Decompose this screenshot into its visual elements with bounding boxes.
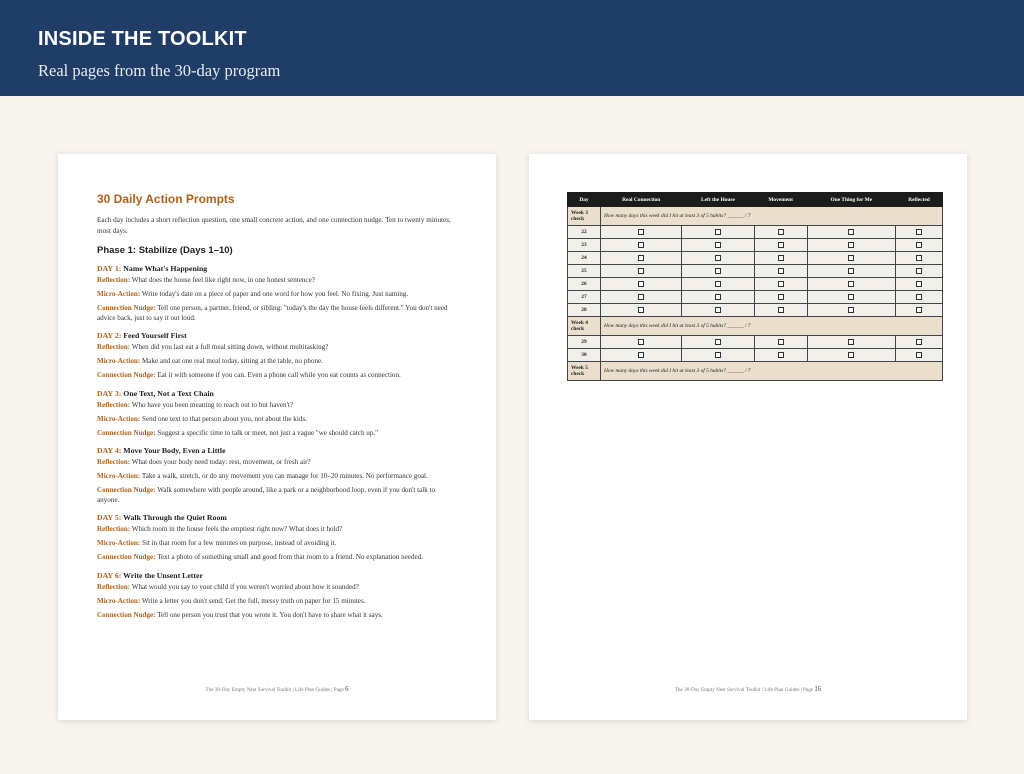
checkbox-cell[interactable] — [601, 252, 682, 265]
checkbox-cell[interactable] — [601, 349, 682, 362]
checkbox-cell[interactable] — [754, 336, 807, 349]
reflection-text: Who have you been meaning to reach out to but haven't? — [131, 400, 293, 409]
day-section — [97, 331, 459, 381]
day-number: DAY 5: — [97, 513, 122, 522]
connection-nudge-text: Tell one person, a partner, friend, or sibling: "today's the day the house feels different." You don't need advice back, just to say it out loud. — [97, 304, 448, 322]
table-row — [568, 278, 943, 291]
checkbox-icon[interactable] — [778, 294, 784, 300]
checkbox-cell[interactable] — [601, 226, 682, 239]
checkbox-icon[interactable] — [778, 268, 784, 274]
connection-nudge-line — [97, 486, 459, 505]
day-number: DAY 6: — [97, 570, 122, 580]
checkbox-icon[interactable] — [916, 339, 922, 345]
week-check-row — [568, 317, 943, 336]
micro-action-text: Take a walk, stretch, or do any movement you can manage for 10–20 minutes. No performance goal. — [141, 472, 428, 480]
day-heading — [97, 513, 459, 522]
week-label: Week 4 check — [568, 317, 601, 336]
micro-action-label: Micro-Action: — [97, 414, 141, 423]
checkbox-icon[interactable] — [778, 307, 784, 313]
checkbox-icon[interactable] — [916, 352, 922, 358]
checkbox-icon[interactable] — [638, 339, 644, 345]
reflection-text: What does your body need today: rest, movement, or fresh air? — [131, 458, 311, 466]
checkbox-icon[interactable] — [848, 307, 854, 313]
connection-nudge-label: Connection Nudge: — [97, 371, 156, 379]
column-header: Reflected — [896, 193, 943, 207]
checkbox-cell[interactable] — [754, 265, 807, 278]
checkbox-cell[interactable] — [807, 304, 895, 317]
column-header: One Thing for Me — [807, 193, 895, 207]
checkbox-cell[interactable] — [754, 291, 807, 304]
reflection-line — [97, 276, 459, 286]
checkbox-cell[interactable] — [601, 336, 682, 349]
day-cell: 25 — [568, 265, 601, 278]
checkbox-cell[interactable] — [754, 349, 807, 362]
connection-nudge-line — [97, 371, 459, 381]
checkbox-icon[interactable] — [778, 242, 784, 248]
footer-text: The 30-Day Empty Nest Survival Toolkit | Life Plan Guides | Page — [205, 687, 344, 693]
micro-action-label: Micro-Action: — [97, 357, 141, 365]
micro-action-text: Send one text to that person about you, not about the kids. — [142, 414, 307, 423]
reflection-label: Reflection: — [97, 458, 131, 466]
day-cell: 23 — [568, 239, 601, 252]
micro-action-label: Micro-Action: — [97, 290, 141, 298]
checkbox-icon[interactable] — [916, 255, 922, 261]
checkbox-cell[interactable] — [896, 239, 943, 252]
page-content — [97, 192, 459, 628]
checkbox-cell[interactable] — [896, 226, 943, 239]
day-section — [97, 264, 459, 323]
checkbox-cell[interactable] — [601, 239, 682, 252]
intro-paragraph: Each day includes a short reflection question, one small concrete action, and one connection nudge. Ten to twenty minutes, most days. — [97, 216, 451, 235]
week-check-row — [568, 362, 943, 381]
checkbox-icon[interactable] — [638, 242, 644, 248]
day-heading — [97, 446, 459, 455]
checkbox-cell[interactable] — [807, 252, 895, 265]
week-check-row — [568, 207, 943, 226]
checkbox-icon[interactable] — [778, 281, 784, 287]
day-cell: 22 — [568, 226, 601, 239]
checkbox-cell[interactable] — [896, 278, 943, 291]
micro-action-label: Micro-Action: — [97, 596, 141, 605]
connection-nudge-line — [97, 429, 459, 439]
reflection-label: Reflection: — [97, 276, 131, 284]
week-check-prompt: How many days this week did I hit at least 3 of 5 habits? ______ / 7 — [601, 207, 943, 226]
day-heading — [97, 331, 459, 340]
day-section — [97, 513, 459, 563]
checkbox-icon[interactable] — [638, 294, 644, 300]
checkbox-cell[interactable] — [807, 265, 895, 278]
reflection-label: Reflection: — [97, 343, 131, 351]
checkbox-cell[interactable] — [682, 226, 754, 239]
checkbox-icon[interactable] — [638, 255, 644, 261]
reflection-label: Reflection: — [97, 582, 131, 591]
day-heading — [97, 264, 459, 273]
day-number: DAY 1: — [97, 264, 122, 273]
table-body — [568, 207, 943, 381]
connection-nudge-label: Connection Nudge: — [97, 610, 156, 619]
page-title: 30 Daily Action Prompts — [97, 192, 235, 206]
reflection-text: What would you say to your child if you weren't worried about how it sounded? — [131, 582, 359, 591]
reflection-line — [97, 583, 459, 593]
connection-nudge-label: Connection Nudge: — [97, 486, 156, 494]
checkbox-cell[interactable] — [754, 304, 807, 317]
micro-action-text: Sit in that room for a few minutes on purpose, instead of avoiding it. — [142, 539, 337, 547]
column-header: Real Connection — [601, 193, 682, 207]
connection-nudge-text: Text a photo of something small and good from that room to a friend. No explanation needed. — [157, 553, 424, 561]
micro-action-label: Micro-Action: — [97, 539, 141, 547]
checkbox-icon[interactable] — [778, 255, 784, 261]
checkbox-cell[interactable] — [682, 265, 754, 278]
checkbox-icon[interactable] — [848, 352, 854, 358]
checkbox-icon[interactable] — [638, 281, 644, 287]
day-cell: 24 — [568, 252, 601, 265]
checkbox-icon[interactable] — [916, 268, 922, 274]
day-number: DAY 4: — [97, 446, 122, 455]
checkbox-cell[interactable] — [896, 291, 943, 304]
checkbox-icon[interactable] — [715, 229, 721, 235]
connection-nudge-text: Eat it with someone if you can. Even a phone call while you eat counts as connection. — [157, 371, 401, 379]
checkbox-cell[interactable] — [754, 252, 807, 265]
micro-action-line — [97, 472, 459, 482]
reflection-text: When did you last eat a full meal sitting down, without multitasking? — [131, 343, 329, 351]
reflection-line — [97, 525, 459, 535]
day-title: Move Your Body, Even a Little — [123, 446, 226, 455]
checkbox-cell[interactable] — [896, 336, 943, 349]
table-row — [568, 226, 943, 239]
checkbox-icon[interactable] — [848, 294, 854, 300]
checkbox-icon[interactable] — [778, 229, 784, 235]
page-number: 6 — [345, 686, 349, 693]
week-check-prompt: How many days this week did I hit at least 3 of 5 habits? ______ / 7 — [601, 362, 943, 381]
day-heading — [97, 389, 459, 398]
checkbox-cell[interactable] — [601, 278, 682, 291]
checkbox-icon[interactable] — [916, 307, 922, 313]
connection-nudge-line — [97, 304, 459, 323]
checkbox-icon[interactable] — [848, 339, 854, 345]
column-header: Left the House — [682, 193, 754, 207]
table-row — [568, 239, 943, 252]
day-number: DAY 2: — [97, 331, 122, 340]
checkbox-cell[interactable] — [807, 336, 895, 349]
connection-nudge-text: Suggest a specific time to talk or meet, not just a vague "we should catch up." — [157, 428, 379, 437]
reflection-line — [97, 343, 459, 353]
reflection-line — [97, 401, 459, 411]
checkbox-icon[interactable] — [715, 255, 721, 261]
checkbox-icon[interactable] — [778, 352, 784, 358]
table-row — [568, 291, 943, 304]
checkbox-icon[interactable] — [638, 352, 644, 358]
checkbox-cell[interactable] — [807, 291, 895, 304]
checkbox-cell[interactable] — [682, 278, 754, 291]
reflection-label: Reflection: — [97, 400, 131, 409]
day-section — [97, 389, 459, 439]
checkbox-icon[interactable] — [916, 242, 922, 248]
day-title: One Text, Not a Text Chain — [123, 388, 214, 398]
day-title: Feed Yourself First — [123, 331, 187, 340]
checkbox-cell[interactable] — [601, 265, 682, 278]
checkbox-icon[interactable] — [638, 307, 644, 313]
connection-nudge-label: Connection Nudge: — [97, 553, 156, 561]
checkbox-cell[interactable] — [601, 291, 682, 304]
day-title: Write the Unsent Letter — [123, 570, 203, 580]
micro-action-text: Write a letter you don't send. Get the full, messy truth on paper for 15 minutes. — [141, 596, 366, 605]
checkbox-icon[interactable] — [715, 242, 721, 248]
reflection-label: Reflection: — [97, 525, 131, 533]
checkbox-cell[interactable] — [807, 226, 895, 239]
page-preview-action-prompts — [58, 154, 496, 720]
checkbox-icon[interactable] — [715, 339, 721, 345]
day-cell: 27 — [568, 291, 601, 304]
checkbox-icon[interactable] — [715, 294, 721, 300]
micro-action-text: Write today's date on a piece of paper and one word for how you feel. No fixing. Just naming. — [141, 290, 409, 298]
week-label: Week 3 check — [568, 207, 601, 226]
page-footer — [58, 686, 496, 693]
micro-action-line — [97, 415, 459, 425]
table-row — [568, 265, 943, 278]
checkbox-cell[interactable] — [807, 278, 895, 291]
day-section — [97, 571, 459, 621]
checkbox-icon[interactable] — [715, 281, 721, 287]
reflection-line — [97, 458, 459, 468]
checkbox-cell[interactable] — [754, 226, 807, 239]
checkbox-cell[interactable] — [682, 252, 754, 265]
checkbox-cell[interactable] — [682, 304, 754, 317]
table-row — [568, 336, 943, 349]
checkbox-icon[interactable] — [715, 268, 721, 274]
micro-action-line — [97, 597, 459, 607]
checkbox-icon[interactable] — [848, 268, 854, 274]
checkbox-cell[interactable] — [682, 336, 754, 349]
checkbox-cell[interactable] — [754, 278, 807, 291]
micro-action-line — [97, 290, 459, 300]
micro-action-line — [97, 539, 459, 549]
banner-subtitle: Real pages from the 30-day program — [38, 61, 281, 80]
phase-heading: Phase 1: Stabilize (Days 1–10) — [97, 245, 233, 256]
week-label: Week 5 check — [568, 362, 601, 381]
micro-action-text: Make and eat one real meal today, sitting at the table, no phone. — [142, 357, 323, 365]
connection-nudge-text: Walk somewhere with people around, like a park or a neighborhood loop, even if you don't talk to anyone. — [97, 486, 436, 504]
checkbox-icon[interactable] — [848, 242, 854, 248]
checkbox-icon[interactable] — [848, 229, 854, 235]
checkbox-cell[interactable] — [754, 239, 807, 252]
checkbox-icon[interactable] — [638, 229, 644, 235]
checkbox-cell[interactable] — [682, 239, 754, 252]
checkbox-icon[interactable] — [848, 255, 854, 261]
checkbox-cell[interactable] — [601, 304, 682, 317]
header-banner — [0, 0, 1024, 96]
reflection-text: What does the house feel like right now, in one honest sentence? — [131, 276, 315, 284]
table-row — [568, 252, 943, 265]
checkbox-cell[interactable] — [682, 349, 754, 362]
checkbox-cell[interactable] — [807, 349, 895, 362]
checkbox-icon[interactable] — [916, 281, 922, 287]
column-header: Movement — [754, 193, 807, 207]
micro-action-label: Micro-Action: — [97, 472, 141, 480]
checkbox-icon[interactable] — [638, 268, 644, 274]
checkbox-icon[interactable] — [715, 307, 721, 313]
connection-nudge-label: Connection Nudge: — [97, 428, 156, 437]
day-cell: 29 — [568, 336, 601, 349]
day-cell: 28 — [568, 304, 601, 317]
checkbox-cell[interactable] — [896, 304, 943, 317]
habit-tracker-table — [567, 192, 943, 381]
day-number: DAY 3: — [97, 388, 122, 398]
checkbox-cell[interactable] — [896, 349, 943, 362]
day-heading — [97, 571, 459, 580]
page-number: 16 — [814, 686, 822, 693]
reflection-text: Which room in the house feels the emptiest right now? What does it hold? — [131, 525, 343, 533]
day-title: Name What's Happening — [123, 264, 208, 273]
checkbox-cell[interactable] — [896, 265, 943, 278]
banner-title: INSIDE THE TOOLKIT — [38, 28, 247, 50]
day-cell: 30 — [568, 349, 601, 362]
checkbox-icon[interactable] — [916, 294, 922, 300]
page-footer — [529, 686, 967, 693]
micro-action-line — [97, 357, 459, 367]
connection-nudge-line — [97, 553, 459, 563]
checkbox-icon[interactable] — [848, 281, 854, 287]
checkbox-cell[interactable] — [896, 252, 943, 265]
checkbox-icon[interactable] — [916, 229, 922, 235]
day-title: Walk Through the Quiet Room — [123, 513, 227, 522]
checkbox-icon[interactable] — [778, 339, 784, 345]
table-row — [568, 304, 943, 317]
connection-nudge-text: Tell one person you trust that you wrote it. You don't have to share what it says. — [157, 610, 383, 619]
day-list — [97, 264, 459, 620]
week-check-prompt: How many days this week did I hit at least 3 of 5 habits? ______ / 7 — [601, 317, 943, 336]
column-header: Day — [568, 193, 601, 207]
checkbox-icon[interactable] — [715, 352, 721, 358]
table-row — [568, 349, 943, 362]
page-preview-habit-tracker — [529, 154, 967, 720]
connection-nudge-label: Connection Nudge: — [97, 304, 156, 312]
checkbox-cell[interactable] — [682, 291, 754, 304]
checkbox-cell[interactable] — [807, 239, 895, 252]
day-section — [97, 446, 459, 505]
day-cell: 26 — [568, 278, 601, 291]
table-header-row — [568, 193, 943, 207]
connection-nudge-line — [97, 611, 459, 621]
footer-text: The 30-Day Empty Nest Survival Toolkit | Life Plan Guides | Page — [674, 687, 814, 693]
